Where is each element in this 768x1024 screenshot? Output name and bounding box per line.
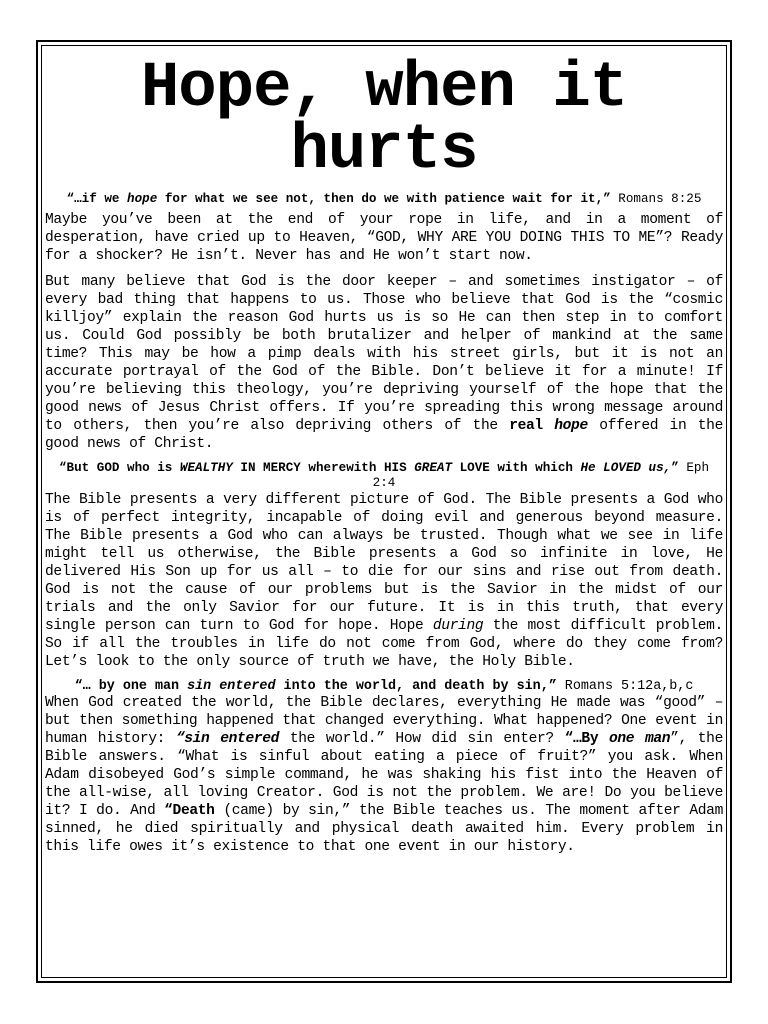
paragraph-2 — [45, 273, 723, 453]
para2-bold-hope: hope — [554, 418, 588, 434]
paragraph-1: Maybe you’ve been at the end of your rope in life, and in a moment of desperation, have cried up to Heaven, “GOD, WHY ARE YOU DOING THIS TO ME”? Ready for a shocker? He isn’t. Never has and He won’t start now. — [45, 212, 723, 264]
verse3-t2: into the world, and death by sin,” — [275, 679, 557, 694]
verse2-t4: ” — [671, 461, 679, 475]
para4-t2: the world.” How did sin enter? — [279, 731, 565, 747]
para2-text-b: offered in the good news of Christ. — [45, 418, 723, 452]
para4-t4: (came) by sin,” the Bible teaches us. The moment after Adam sinned, he died spiritually and physical death awaited him. Every problem in this life owes it’s existence to that one event in our history. — [45, 803, 723, 855]
verse3-e1: sin entered — [187, 679, 276, 694]
para3-text-b: the most difficult problem. So if all the troubles in life do not come from God, where do they come from? Let’s look to the only source of truth we have, the Holy Bible. — [45, 618, 723, 670]
verse-romans-8-25 — [45, 192, 723, 207]
verse1-text-a: “…if we — [66, 192, 128, 206]
para2-text-a: But many believe that God is the door keeper – and sometimes instigator – of every bad thing that happens to us. Those who believe that God is the “cosmic killjoy” explain the reason God hurts us is so He can then step in to comfort us. Could God possibly be both brutalizer and helper of mankind at the same time? This may be how a pimp deals with his street girls, but it is not an accurate portrayal of the God of the Bible. Don’t believe it for a minute! If you’re believing this theology, you’re depriving yourself of the hope that the good news of Jesus Christ offers. If you’re spreading this wrong message around to others, then you’re also depriving others of the — [45, 274, 723, 434]
verse-romans-5-12 — [45, 679, 723, 694]
verse3-reference: Romans 5:12a,b,c — [556, 679, 694, 694]
para3-italic: during — [432, 618, 484, 634]
para3-text-a: The Bible presents a very different picture of God. The Bible presents a God who is of perfect integrity, incapable of doing evil and generous beyond measure. The Bible presents a God who can always be trusted. Though what we see in life might tell us otherwise, the Bible presents a God so infinite in love, He delivered His Son up for us all – to die for our sins and rise out from death. God is not the cause of our problems but is the Savior in the midst of our trials and the only Savior for our future. It is in this truth, that every single person can turn to God for hope. Hope — [45, 492, 723, 634]
verse1-reference: Romans 8:25 — [610, 192, 702, 206]
verse2-e2: GREAT — [414, 461, 453, 475]
verse-eph-2-4 — [45, 461, 723, 491]
verse3-t1: “… by one man — [74, 679, 188, 694]
paragraph-3 — [45, 491, 723, 671]
document-body — [45, 52, 723, 856]
para4-b2: “…By — [564, 731, 609, 747]
verse2-e3: He LOVED us, — [580, 461, 672, 475]
verse2-t3: LOVE with which — [452, 461, 581, 475]
para4-b2i: one man — [608, 731, 671, 747]
verse2-e1: WEALTHY — [179, 461, 233, 475]
para2-bold-real: real — [509, 418, 543, 434]
paragraph-4 — [45, 694, 723, 856]
page-title: Hope, when it hurts — [140, 53, 628, 187]
verse1-text-b: for what we see not, then do we with patience wait for it,” — [157, 192, 611, 206]
verse2-t2: IN MERCY wherewith HIS — [232, 461, 415, 475]
verse2-t1: “But GOD who is — [59, 461, 180, 475]
para4-t1: When God created the world, the Bible declares, everything He made was “good” – but then something happened that changed everything. What happened? One event in human history: — [45, 695, 723, 747]
para4-b3: “Death — [164, 803, 215, 819]
verse2-reference: Eph 2:4 — [372, 461, 709, 490]
para4-t3: ”, the Bible answers. “What is sinful about eating a piece of fruit?” you ask. When Adam disobeyed God’s simple command, he was shaking his fist into the Heaven of the all-wise, all loving Creator. God is not the problem. We are! Do you believe it? I do. And — [45, 731, 724, 819]
verse1-emphasis: hope — [127, 192, 158, 206]
para4-b1: “sin entered — [175, 731, 280, 747]
